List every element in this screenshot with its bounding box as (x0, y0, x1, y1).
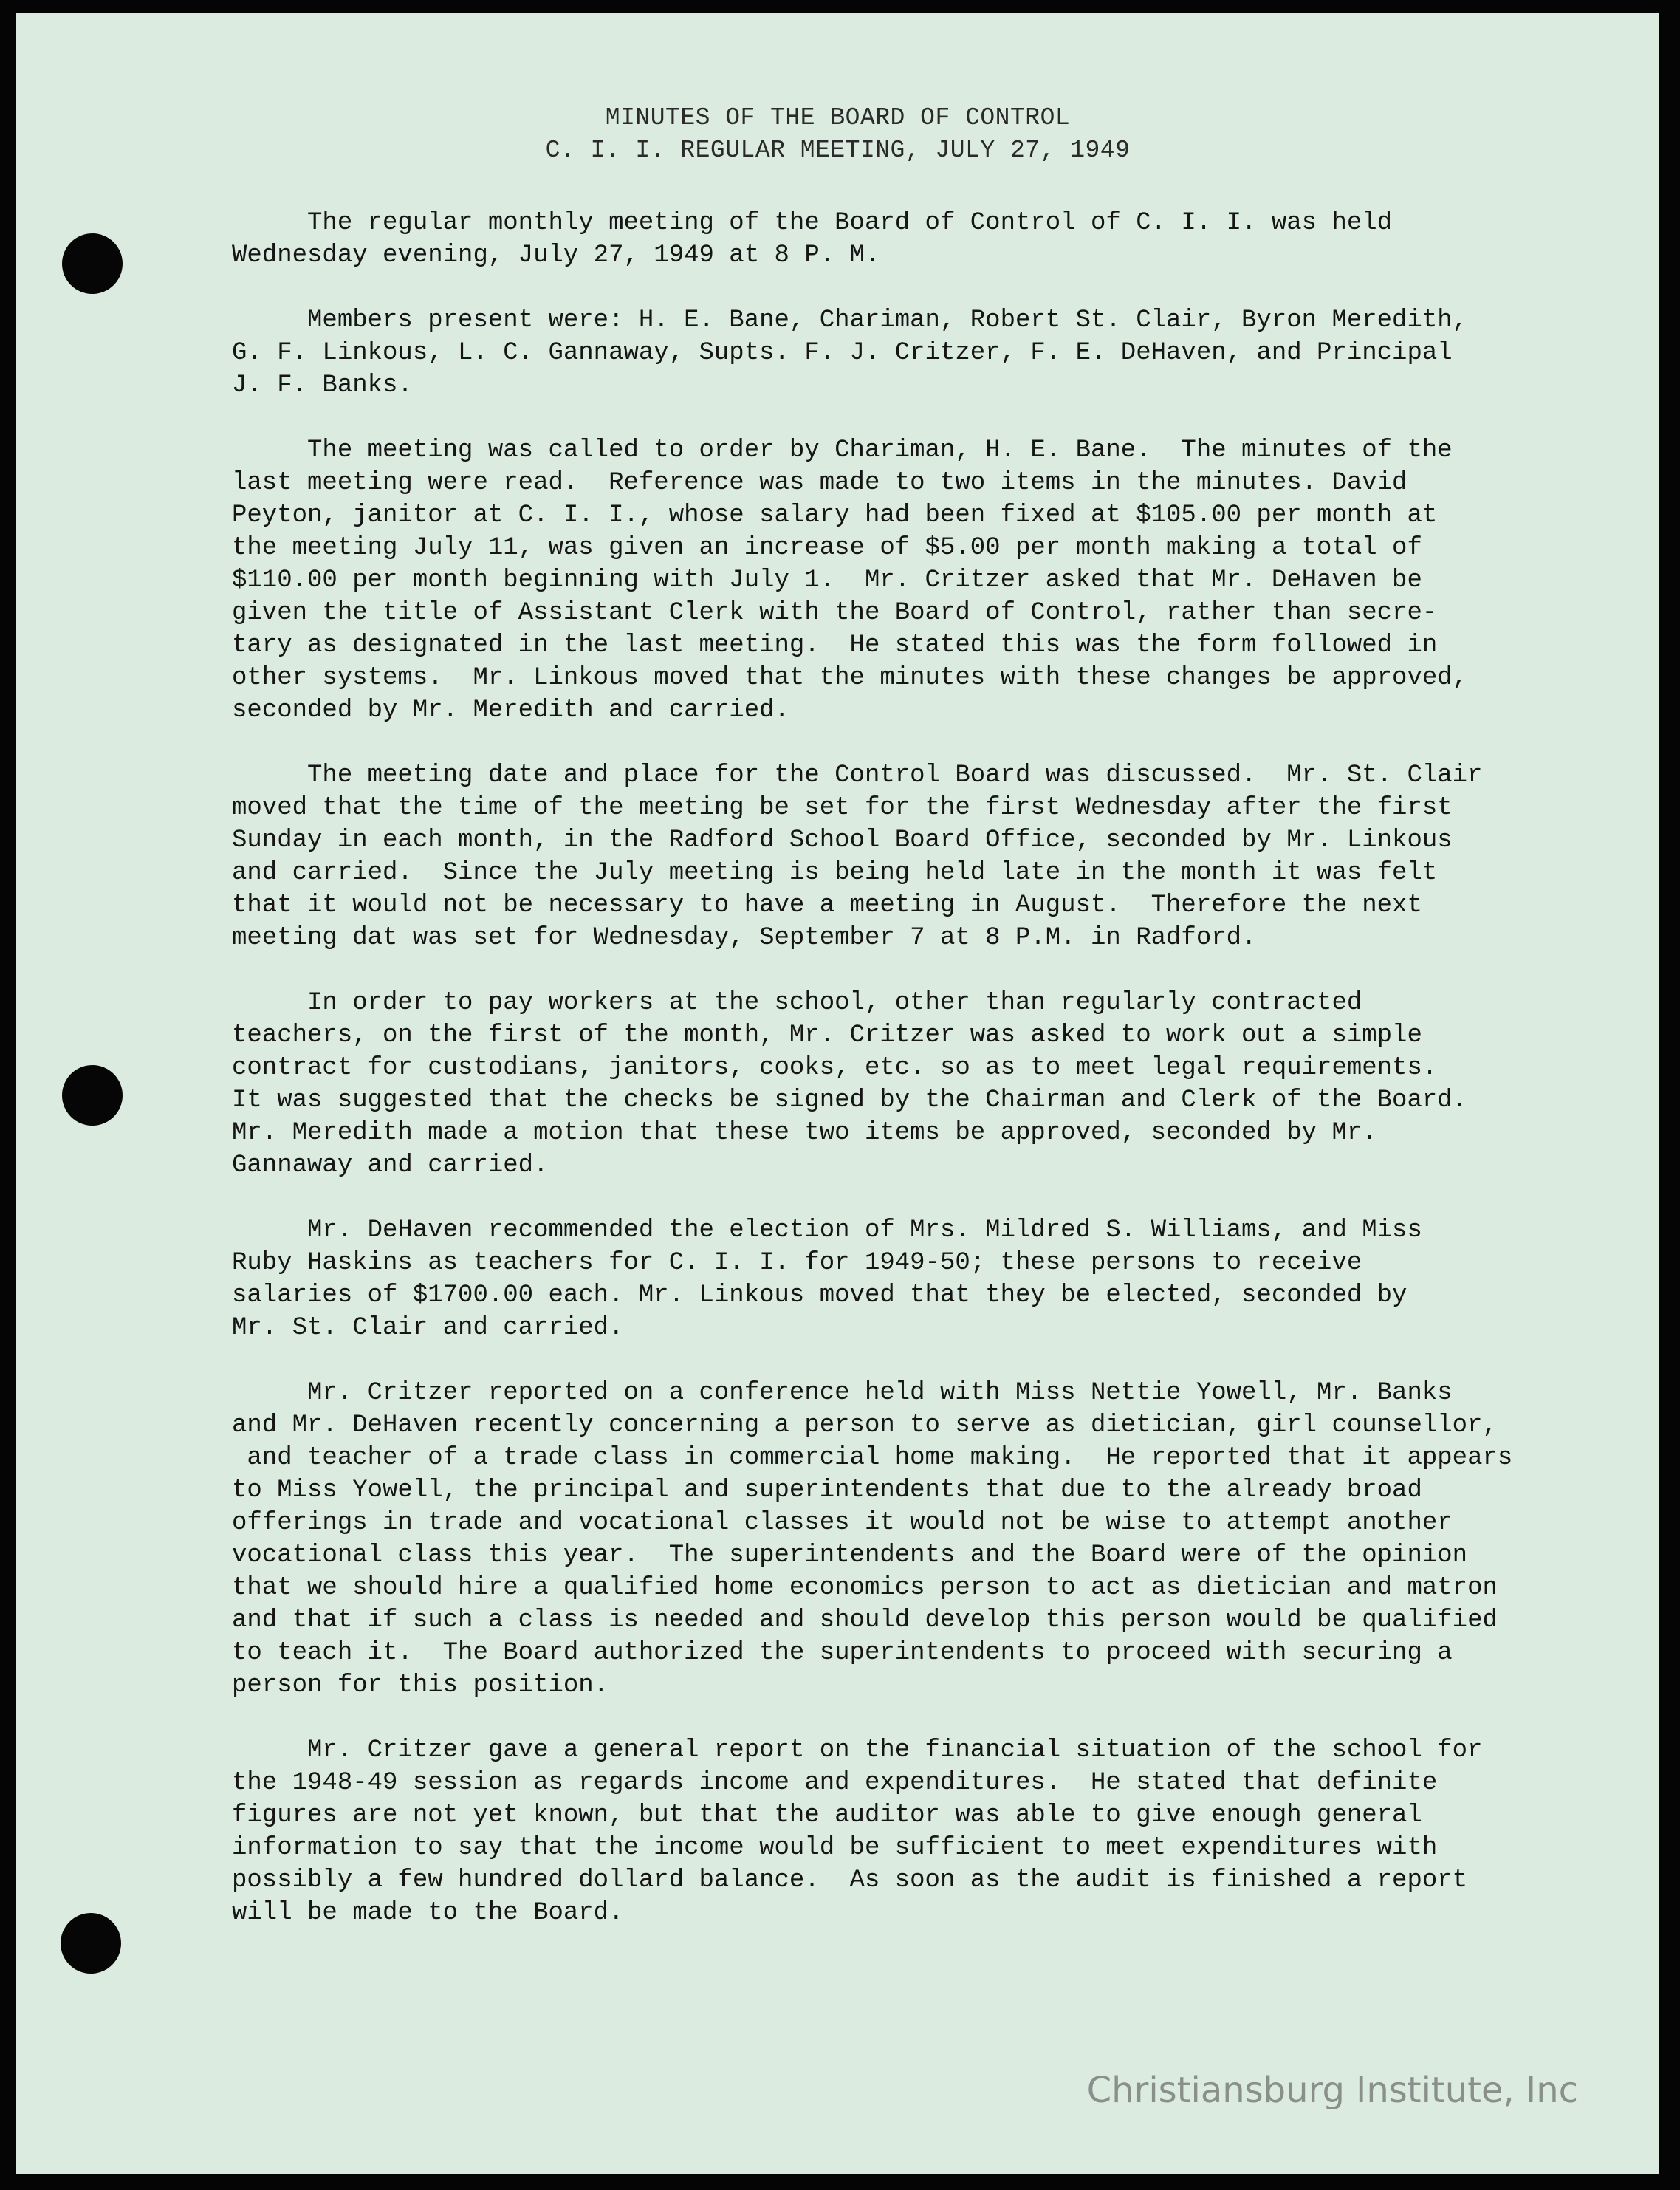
text-line: Mr. Critzer gave a general report on the financial situation of the school for (232, 1736, 1483, 1765)
paragraph (232, 759, 1620, 954)
text-line: Mr. DeHaven recommended the election of Mrs. Mildred S. Williams, and Miss (232, 1217, 1422, 1245)
text-line: seconded by Mr. Meredith and carried. (232, 697, 789, 725)
text-line: will be made to the Board. (232, 1899, 624, 1927)
heading-line-1: MINUTES OF THE BOARD OF CONTROL (605, 104, 1071, 131)
text-line: to Miss Yowell, the principal and superintendents that due to the already broad (232, 1476, 1422, 1505)
text-line: vocational class this year. The superintendents and the Board were of the opinion (232, 1541, 1468, 1570)
text-line: other systems. Mr. Linkous moved that the minutes with these changes be approved, (232, 664, 1468, 692)
paragraph (232, 304, 1620, 402)
paragraph (232, 1734, 1620, 1929)
text-line: The meeting date and place for the Control Board was discussed. Mr. St. Clair (232, 762, 1483, 790)
paragraph (232, 207, 1620, 272)
binder-hole-middle (62, 1065, 123, 1126)
text-line: Members present were: H. E. Bane, Chariman, Robert St. Clair, Byron Meredith, (232, 307, 1468, 335)
paragraph (232, 1377, 1620, 1702)
text-line: The regular monthly meeting of the Board of Control of C. I. I. was held (232, 209, 1393, 237)
paragraph (232, 987, 1620, 1182)
text-line: tary as designated in the last meeting. He stated this was the form followed in (232, 632, 1438, 660)
text-line: that it would not be necessary to have a meeting in August. Therefore the next (232, 892, 1422, 920)
text-line: person for this position. (232, 1671, 609, 1700)
text-line: In order to pay workers at the school, other than regularly contracted (232, 989, 1362, 1017)
text-line: Mr. Critzer reported on a conference held with Miss Nettie Yowell, Mr. Banks (232, 1379, 1453, 1407)
text-line: the meeting July 11, was given an increase of $5.00 per month making a total of (232, 534, 1422, 562)
text-line: to teach it. The Board authorized the superintendents to proceed with securing a (232, 1639, 1453, 1667)
heading-line-2: C. I. I. REGULAR MEETING, JULY 27, 1949 (545, 137, 1131, 164)
text-line: possibly a few hundred dollard balance. As soon as the audit is finished a report (232, 1866, 1468, 1895)
paragraph (232, 1214, 1620, 1344)
text-line: contract for custodians, janitors, cooks, etc. so as to meet legal requirements. (232, 1054, 1438, 1082)
text-line: Gannaway and carried. (232, 1152, 549, 1180)
text-line: $110.00 per month beginning with July 1. Mr. Critzer asked that Mr. DeHaven be (232, 567, 1422, 595)
paragraph (232, 434, 1620, 727)
text-line: offerings in trade and vocational classes it would not be wise to attempt another (232, 1509, 1453, 1537)
minutes-body (232, 207, 1620, 1962)
document-page (16, 13, 1659, 2174)
text-line: last meeting were read. Reference was made to two items in the minutes. David (232, 469, 1408, 497)
document-heading (16, 102, 1659, 167)
watermark: Christiansburg Institute, Inc (1086, 2070, 1578, 2111)
text-line: Sunday in each month, in the Radford School Board Office, seconded by Mr. Linkous (232, 827, 1453, 855)
text-line: and teacher of a trade class in commercial home making. He reported that it appears (232, 1444, 1513, 1472)
binder-hole-top (62, 233, 123, 294)
text-line: The meeting was called to order by Chariman, H. E. Bane. The minutes of the (232, 437, 1453, 465)
text-line: It was suggested that the checks be signed by the Chairman and Clerk of the Board. (232, 1087, 1468, 1115)
text-line: Mr. St. Clair and carried. (232, 1314, 624, 1342)
text-line: meeting dat was set for Wednesday, September 7 at 8 P.M. in Radford. (232, 924, 1257, 952)
text-line: moved that the time of the meeting be set for the first Wednesday after the first (232, 794, 1453, 822)
text-line: and that if such a class is needed and should develop this person would be qualified (232, 1606, 1498, 1635)
text-line: Peyton, janitor at C. I. I., whose salary had been fixed at $105.00 per month at (232, 502, 1438, 530)
text-line: Wednesday evening, July 27, 1949 at 8 P. M. (232, 242, 880, 270)
text-line: that we should hire a qualified home economics person to act as dietician and matron (232, 1574, 1498, 1602)
text-line: the 1948-49 session as regards income and expenditures. He stated that definite (232, 1769, 1438, 1797)
text-line: Mr. Meredith made a motion that these two items be approved, seconded by Mr. (232, 1119, 1377, 1147)
text-line: Ruby Haskins as teachers for C. I. I. for 1949-50; these persons to receive (232, 1249, 1362, 1277)
text-line: teachers, on the first of the month, Mr. Critzer was asked to work out a simple (232, 1022, 1422, 1050)
binder-hole-bottom (61, 1913, 121, 1974)
text-line: salaries of $1700.00 each. Mr. Linkous moved that they be elected, seconded by (232, 1282, 1408, 1310)
text-line: given the title of Assistant Clerk with the Board of Control, rather than secre- (232, 599, 1438, 627)
text-line: and carried. Since the July meeting is being held late in the month it was felt (232, 859, 1438, 887)
text-line: J. F. Banks. (232, 372, 413, 400)
text-line: G. F. Linkous, L. C. Gannaway, Supts. F. J. Critzer, F. E. DeHaven, and Principal (232, 339, 1453, 367)
text-line: and Mr. DeHaven recently concerning a person to serve as dietician, girl counsellor, (232, 1411, 1498, 1440)
text-line: figures are not yet known, but that the auditor was able to give enough general (232, 1801, 1422, 1830)
text-line: information to say that the income would be sufficient to meet expenditures with (232, 1834, 1438, 1862)
